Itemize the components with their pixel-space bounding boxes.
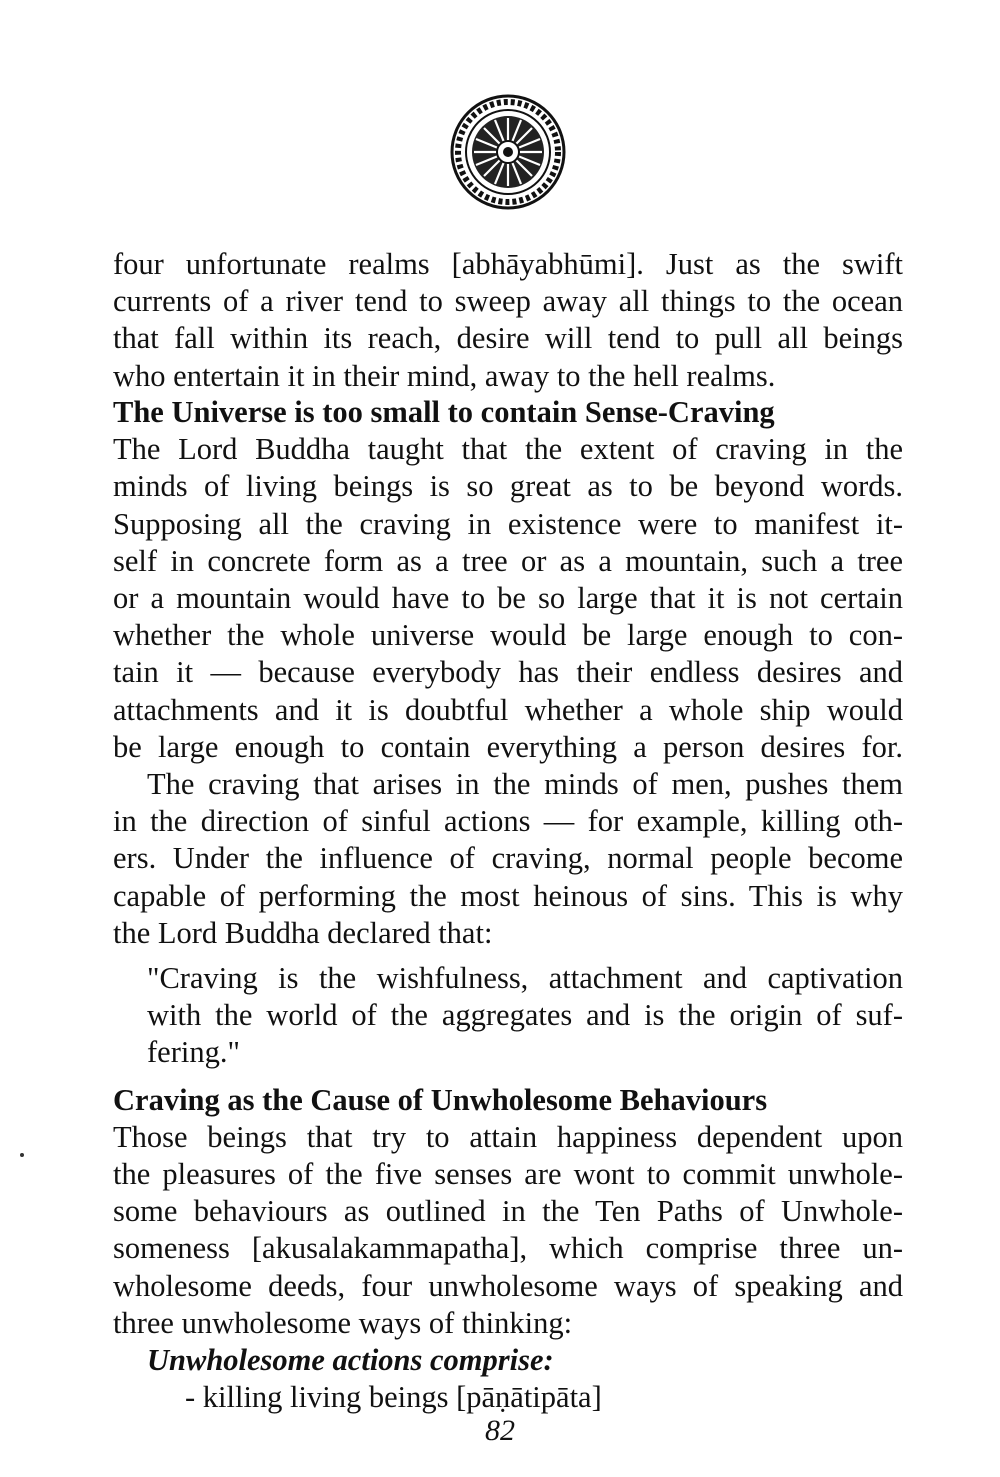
text-line: The Lord Buddha taught that the extent of craving in the: [113, 432, 903, 467]
paragraph: [113, 431, 903, 766]
text-line: tain it — because everybody has their endless desires and: [113, 655, 903, 690]
text-line: Supposing all the craving in existence were to manifest it-: [113, 506, 903, 541]
text-line: minds of living beings is so great as to be beyond words.: [113, 469, 903, 504]
text-line: currents of a river tend to sweep away all things to the ocean: [113, 284, 903, 319]
paragraph: [113, 246, 903, 395]
stray-mark: [20, 1153, 24, 1157]
text-line: three unwholesome ways of thinking:: [113, 1305, 573, 1340]
section-heading: Craving as the Cause of Unwholesome Behaviours: [113, 1082, 768, 1117]
quote-line: "Craving is the wishfulness, attachment and captivation: [147, 961, 903, 996]
text-line: the Lord Buddha declared that:: [113, 915, 493, 950]
text-line: be large enough to contain everything a person desires for.: [113, 729, 903, 764]
text-line: or a mountain would have to be so large that it is not certain: [113, 581, 903, 616]
list-item: - killing living beings [pāṇātipāta]: [185, 1380, 602, 1415]
text-line: wholesome deeds, four unwholesome ways of speaking and: [113, 1268, 903, 1303]
text-line: who entertain it in their mind, away to the hell realms.: [113, 358, 776, 393]
paragraph: [113, 766, 903, 952]
paragraph: [113, 1119, 903, 1342]
body-text: [113, 246, 903, 395]
block-quote: [113, 960, 903, 1072]
text-line: in the direction of sinful actions — for example, killing oth-: [113, 804, 903, 839]
quote-line: fering.": [147, 1035, 240, 1070]
text-line: four unfortunate realms [abhāyabhūmi]. Just as the swift: [113, 247, 903, 281]
list-heading: Unwholesome actions comprise:: [147, 1343, 554, 1378]
text-line: ers. Under the influence of craving, normal people become: [113, 841, 903, 876]
body-text: [113, 394, 903, 1416]
text-line: someness [akusalakammapatha], which comprise three un-: [113, 1231, 903, 1266]
text-line: some behaviours as outlined in the Ten Paths of Unwhole-: [113, 1194, 903, 1229]
section-heading: The Universe is too small to contain Sense-Craving: [113, 395, 775, 429]
text-line: Those beings that try to attain happiness dependent upon: [113, 1119, 903, 1154]
text-line: The craving that arises in the minds of men, pushes them: [147, 767, 903, 802]
text-line: whether the whole universe would be large enough to con-: [113, 618, 903, 653]
quote-line: with the world of the aggregates and is the origin of suf-: [147, 998, 903, 1033]
text-line: attachments and it is doubtful whether a whole ship would: [113, 692, 903, 727]
text-line: the pleasures of the five senses are wont to commit unwhole-: [113, 1157, 903, 1192]
text-line: capable of performing the most heinous of sins. This is why: [113, 878, 903, 913]
dharma-wheel-icon: [448, 92, 568, 212]
page-number: 82: [485, 1414, 515, 1447]
text-line: that fall within its reach, desire will tend to pull all beings: [113, 321, 903, 356]
text-line: self in concrete form as a tree or as a mountain, such a tree: [113, 543, 903, 578]
